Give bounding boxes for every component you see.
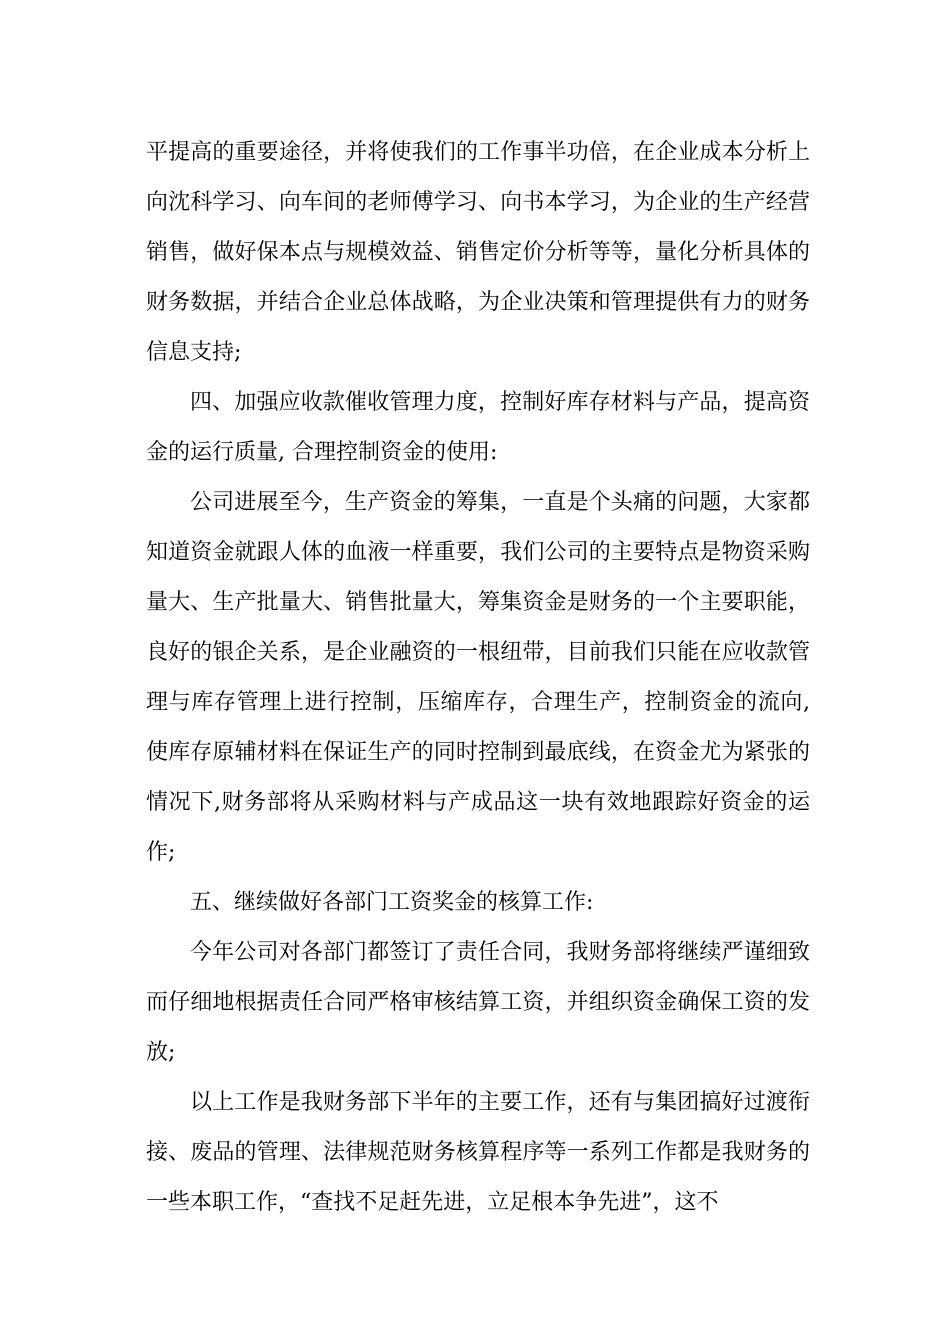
paragraph-6: 以上工作是我财务部下半年的主要工作，还有与集团搞好过渡衔接、废品的管理、法律规范财务核算程序等一系列工作都是我财务的一些本职工作，“查找不足赶先进，立足根本争先进”，这不 bbox=[146, 1090, 810, 1215]
paragraph-1: 平提高的重要途径，并将使我们的工作事半功倍，在企业成本分析上向沈科学习、向车间的老师傅学习、向书本学习，为企业的生产经营销售，做好保本点与规模效益、销售定价分析等等，量化分析具体的财务数据，并结合企业总体战略，为企业决策和管理提供有力的财务信息支持; bbox=[146, 140, 810, 365]
paragraph-4-section-five-heading: 五、继续做好各部门工资奖金的核算工作: bbox=[190, 890, 594, 915]
paragraph-5: 今年公司对各部门都签订了责任合同，我财务部将继续严谨细致而仔细地根据责任合同严格审核结算工资，并组织资金确保工资的发放; bbox=[146, 940, 810, 1065]
paragraph-3: 公司进展至今，生产资金的筹集，一直是个头痛的问题，大家都知道资金就跟人体的血液一样重要，我们公司的主要特点是物资采购量大、生产批量大、销售批量大，筹集资金是财务的一个主要职能，良好的银企关系，是企业融资的一根纽带，目前我们只能在应收款管理与库存管理上进行控制，压缩库存，合理生产，控制资金的流向,使库存原辅材料在保证生产的同时控制到最底线，在资金尤为紧张的情况下,财务部将从采购材料与产成品这一块有效地跟踪好资金的运作; bbox=[146, 490, 810, 865]
document-body bbox=[146, 128, 810, 1228]
paragraph-2-section-four-heading: 四、加强应收款催收管理力度，控制好库存材料与产品，提高资金的运行质量, 合理控制资金的使用: bbox=[146, 390, 810, 465]
